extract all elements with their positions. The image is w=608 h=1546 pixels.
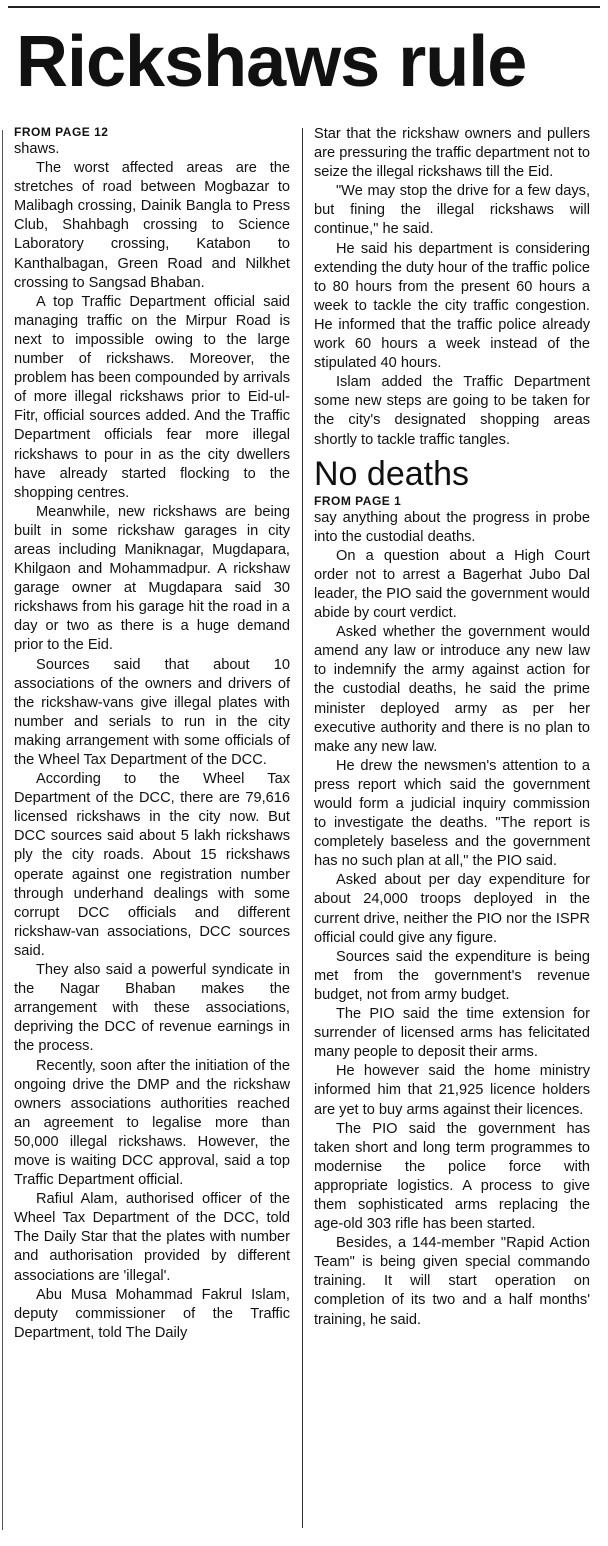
- top-rule: [8, 6, 600, 8]
- article-paragraph: Sources said that about 10 associations of the owners and drivers of the rickshaw-vans give illegal plates with number and serials to run in the city making arrangement with some officials of the Wheel Tax Department of the DCC.: [14, 656, 290, 768]
- article-paragraph: Asked about per day expenditure for about 24,000 troops deployed in the current drive, neither the PIO nor the ISPR official could give any figure.: [314, 872, 590, 946]
- left-edge-rule: [2, 130, 3, 1530]
- article-paragraph: A top Traffic Department official said managing traffic on the Mirpur Road is next to impossible owing to the large number of rickshaws. Moreover, the problem has been compounded by arrivals of more illegal rickshaws prior to Eid-ul-Fitr, official sources added. And the Traffic Department officials fear more illegal rickshaws to pour in as the city dwellers have already started flocking to the shopping centres.: [14, 293, 290, 501]
- page-headline: Rickshaws rule: [16, 22, 527, 102]
- article-paragraph: "We may stop the drive for a few days, but fining the illegal rickshaws will continue," he said.: [314, 183, 590, 238]
- no-deaths-headline: No deaths: [314, 454, 469, 493]
- article-paragraph: He drew the newsmen's attention to a press report which said the government would form a judicial inquiry commission to investigate the deaths. "The report is completely baseless and the government has no such plan at all," the PIO said.: [314, 757, 590, 870]
- right-column: [314, 125, 590, 1330]
- story-continuation-text: shaws.: [14, 141, 60, 157]
- article-paragraph: Islam added the Traffic Department some new steps are going to be taken for the city's designated shopping areas shortly to tackle traffic tangles.: [314, 374, 590, 448]
- article-paragraph: Asked whether the government would amend any law or introduce any new law to indemnify the army against action for the custodial deaths, he said the prime minister deployed army as per her executive authority and there is no plan to make any new law.: [314, 624, 590, 755]
- from-page-label: FROM PAGE 12: [14, 125, 109, 139]
- article-paragraph: Meanwhile, new rickshaws are being built in some rickshaw garages in city areas including Maniknagar, Mugdapara, Khilgaon and Mohammadpur. A rickshaw garage owner at Mugdapara said 30 rickshaws from his garage hit the road in a day or two as there is a huge demand prior to the Eid.: [14, 503, 290, 654]
- article-paragraph: According to the Wheel Tax Department of the DCC, there are 79,616 licensed rickshaws in the city now. But DCC sources said about 5 lakh rickshaws ply the city roads. About 15 rickshaws operate against one registration number through underhand dealings with some corrupt DCC officials and different rickshaw-van associations, DCC sources said.: [14, 771, 290, 959]
- article-paragraph: The PIO said the government has taken short and long term programmes to modernise the police force with appropriate logistics. A process to give them sophisticated arms replacing the age-old 303 rifle has been started.: [314, 1120, 590, 1233]
- article-paragraph: Recently, soon after the initiation of the ongoing drive the DMP and the rickshaw owners associations authorities reached an agreement to legalise more than 50,000 illegal rickshaws. However, the move is waiting DCC approval, said a top Traffic Department official.: [14, 1057, 290, 1189]
- from-page-label: FROM PAGE 1: [314, 493, 402, 508]
- article-paragraph: Abu Musa Mohammad Fakrul Islam, deputy commissioner of the Traffic Department, told The Daily: [14, 1286, 290, 1341]
- story-continuation-text: say anything about the progress in probe into the custodial deaths.: [314, 509, 590, 545]
- article-paragraph: The PIO said the time extension for surrender of licensed arms has felicitated many people to deposit their arms.: [314, 1006, 590, 1061]
- article-paragraph: He however said the home ministry informed him that 21,925 licence holders are yet to buy arms against their licences.: [314, 1063, 590, 1118]
- column-divider: [302, 128, 303, 1528]
- article-paragraph: Rafiul Alam, authorised officer of the Wheel Tax Department of the DCC, told The Daily Star that the plates with number and authorisation provided by different associations are 'illegal'.: [14, 1191, 290, 1284]
- left-column: [14, 125, 290, 1343]
- article-paragraph: Besides, a 144-member "Rapid Action Team" is being given special commando training. It will start operation on completion of its two and a half months' training, he said.: [314, 1235, 590, 1328]
- article-paragraph: The worst affected areas are the stretches of road between Mogbazar to Malibagh crossing, Dainik Bangla to Press Club, Shahbagh crossing to Science Laboratory crossing, Katabon to Kanthalbagan, Green Road and Nilkhet crossing to Sangsad Bhaban.: [14, 160, 290, 291]
- article-paragraph: They also said a powerful syndicate in the Nagar Bhaban makes the arrangement with these associations, depriving the DCC of revenue earnings in the process.: [14, 962, 290, 1055]
- article-paragraph: He said his department is considering extending the duty hour of the traffic police to 80 hours from the present 60 hours a week to tackle the city traffic congestion. He informed that the traffic police already work 60 hours a week instead of the stipulated 40 hours.: [314, 240, 590, 372]
- article-paragraph: Sources said the expenditure is being met from the government's revenue budget, not from army budget.: [314, 948, 590, 1003]
- article-paragraph: On a question about a High Court order not to arrest a Bagerhat Jubo Dal leader, the PIO said the government would abide by court verdict.: [314, 547, 590, 622]
- article-paragraph: Star that the rickshaw owners and pullers are pressuring the traffic department not to seize the illegal rickshaws till the Eid.: [314, 126, 590, 181]
